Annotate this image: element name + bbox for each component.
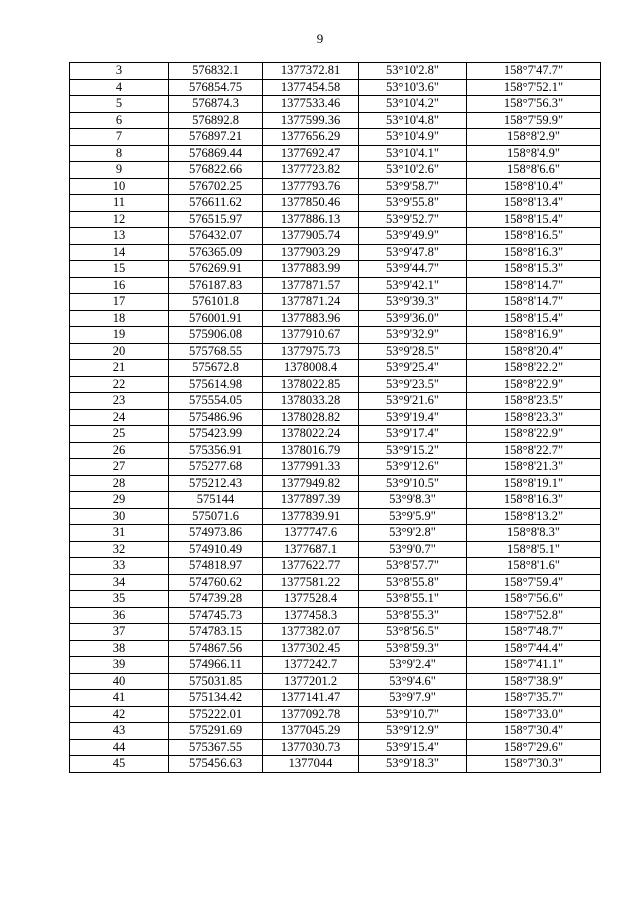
longitude-cell: 158°8'20.4"	[467, 343, 601, 360]
point-number-cell: 33	[70, 558, 169, 575]
x-coordinate-cell: 575277.68	[169, 459, 263, 476]
latitude-cell: 53°10'2.6"	[359, 162, 467, 179]
longitude-cell: 158°8'21.3"	[467, 459, 601, 476]
point-number-cell: 28	[70, 475, 169, 492]
table-row	[70, 277, 601, 294]
longitude-cell: 158°7'59.4"	[467, 574, 601, 591]
y-coordinate-cell: 1377903.29	[263, 244, 359, 261]
point-number-cell: 18	[70, 310, 169, 327]
x-coordinate-cell: 576101.8	[169, 294, 263, 311]
x-coordinate-cell: 576365.09	[169, 244, 263, 261]
y-coordinate-cell: 1377458.3	[263, 607, 359, 624]
table-row	[70, 211, 601, 228]
longitude-cell: 158°8'16.9"	[467, 327, 601, 344]
point-number-cell: 44	[70, 739, 169, 756]
x-coordinate-cell: 575071.6	[169, 508, 263, 525]
x-coordinate-cell: 575906.08	[169, 327, 263, 344]
table-row	[70, 756, 601, 773]
latitude-cell: 53°9'5.9"	[359, 508, 467, 525]
y-coordinate-cell: 1377949.82	[263, 475, 359, 492]
longitude-cell: 158°7'59.9"	[467, 112, 601, 129]
table-row	[70, 228, 601, 245]
table-row	[70, 426, 601, 443]
table-row	[70, 640, 601, 657]
point-number-cell: 7	[70, 129, 169, 146]
longitude-cell: 158°8'15.4"	[467, 310, 601, 327]
table-row	[70, 459, 601, 476]
y-coordinate-cell: 1377656.29	[263, 129, 359, 146]
longitude-cell: 158°8'15.4"	[467, 211, 601, 228]
y-coordinate-cell: 1377723.82	[263, 162, 359, 179]
latitude-cell: 53°9'10.7"	[359, 706, 467, 723]
x-coordinate-cell: 574745.73	[169, 607, 263, 624]
table-row	[70, 706, 601, 723]
latitude-cell: 53°9'12.9"	[359, 723, 467, 740]
point-number-cell: 34	[70, 574, 169, 591]
longitude-cell: 158°7'30.3"	[467, 756, 601, 773]
table-row	[70, 739, 601, 756]
longitude-cell: 158°8'19.1"	[467, 475, 601, 492]
longitude-cell: 158°8'4.9"	[467, 145, 601, 162]
x-coordinate-cell: 575554.05	[169, 393, 263, 410]
x-coordinate-cell: 576702.25	[169, 178, 263, 195]
longitude-cell: 158°8'16.3"	[467, 492, 601, 509]
latitude-cell: 53°10'2.8"	[359, 63, 467, 80]
table-row	[70, 112, 601, 129]
table-row	[70, 624, 601, 641]
latitude-cell: 53°9'32.9"	[359, 327, 467, 344]
latitude-cell: 53°10'4.8"	[359, 112, 467, 129]
x-coordinate-cell: 574867.56	[169, 640, 263, 657]
x-coordinate-cell: 574818.97	[169, 558, 263, 575]
point-number-cell: 21	[70, 360, 169, 377]
latitude-cell: 53°9'52.7"	[359, 211, 467, 228]
y-coordinate-cell: 1378008.4	[263, 360, 359, 377]
y-coordinate-cell: 1378016.79	[263, 442, 359, 459]
y-coordinate-cell: 1377871.57	[263, 277, 359, 294]
longitude-cell: 158°7'38.9"	[467, 673, 601, 690]
point-number-cell: 29	[70, 492, 169, 509]
table-row	[70, 723, 601, 740]
x-coordinate-cell: 574966.11	[169, 657, 263, 674]
table-row	[70, 79, 601, 96]
latitude-cell: 53°8'55.8"	[359, 574, 467, 591]
longitude-cell: 158°8'15.3"	[467, 261, 601, 278]
latitude-cell: 53°10'4.2"	[359, 96, 467, 113]
longitude-cell: 158°7'52.8"	[467, 607, 601, 624]
latitude-cell: 53°9'28.5"	[359, 343, 467, 360]
x-coordinate-cell: 574973.86	[169, 525, 263, 542]
page-number: 9	[316, 31, 324, 46]
y-coordinate-cell: 1377793.76	[263, 178, 359, 195]
longitude-cell: 158°8'13.2"	[467, 508, 601, 525]
point-number-cell: 16	[70, 277, 169, 294]
table-row	[70, 327, 601, 344]
longitude-cell: 158°7'35.7"	[467, 690, 601, 707]
y-coordinate-cell: 1377905.74	[263, 228, 359, 245]
longitude-cell: 158°7'56.3"	[467, 96, 601, 113]
latitude-cell: 53°9'21.6"	[359, 393, 467, 410]
x-coordinate-cell: 575456.63	[169, 756, 263, 773]
table-row	[70, 492, 601, 509]
point-number-cell: 32	[70, 541, 169, 558]
latitude-cell: 53°9'44.7"	[359, 261, 467, 278]
latitude-cell: 53°9'17.4"	[359, 426, 467, 443]
y-coordinate-cell: 1377871.24	[263, 294, 359, 311]
latitude-cell: 53°9'7.9"	[359, 690, 467, 707]
latitude-cell: 53°9'36.0"	[359, 310, 467, 327]
longitude-cell: 158°8'14.7"	[467, 294, 601, 311]
longitude-cell: 158°7'52.1"	[467, 79, 601, 96]
x-coordinate-cell: 574910.49	[169, 541, 263, 558]
y-coordinate-cell: 1378022.24	[263, 426, 359, 443]
x-coordinate-cell: 575212.43	[169, 475, 263, 492]
table-row	[70, 343, 601, 360]
point-number-cell: 17	[70, 294, 169, 311]
longitude-cell: 158°8'22.9"	[467, 426, 601, 443]
point-number-cell: 27	[70, 459, 169, 476]
x-coordinate-cell: 576822.66	[169, 162, 263, 179]
table-row	[70, 607, 601, 624]
table-row	[70, 574, 601, 591]
point-number-cell: 19	[70, 327, 169, 344]
x-coordinate-cell: 576611.62	[169, 195, 263, 212]
table-row	[70, 195, 601, 212]
x-coordinate-cell: 576432.07	[169, 228, 263, 245]
longitude-cell: 158°7'29.6"	[467, 739, 601, 756]
table-row	[70, 376, 601, 393]
point-number-cell: 40	[70, 673, 169, 690]
latitude-cell: 53°9'42.1"	[359, 277, 467, 294]
longitude-cell: 158°7'33.0"	[467, 706, 601, 723]
table-row	[70, 96, 601, 113]
latitude-cell: 53°8'57.7"	[359, 558, 467, 575]
y-coordinate-cell: 1377886.13	[263, 211, 359, 228]
x-coordinate-cell: 576001.91	[169, 310, 263, 327]
x-coordinate-cell: 576897.21	[169, 129, 263, 146]
point-number-cell: 41	[70, 690, 169, 707]
y-coordinate-cell: 1377382.07	[263, 624, 359, 641]
point-number-cell: 11	[70, 195, 169, 212]
latitude-cell: 53°9'39.3"	[359, 294, 467, 311]
point-number-cell: 22	[70, 376, 169, 393]
point-number-cell: 15	[70, 261, 169, 278]
table-row	[70, 294, 601, 311]
y-coordinate-cell: 1377883.96	[263, 310, 359, 327]
latitude-cell: 53°8'59.3"	[359, 640, 467, 657]
latitude-cell: 53°9'49.9"	[359, 228, 467, 245]
latitude-cell: 53°9'15.2"	[359, 442, 467, 459]
point-number-cell: 30	[70, 508, 169, 525]
y-coordinate-cell: 1377692.47	[263, 145, 359, 162]
y-coordinate-cell: 1377533.46	[263, 96, 359, 113]
point-number-cell: 3	[70, 63, 169, 80]
x-coordinate-cell: 575367.55	[169, 739, 263, 756]
longitude-cell: 158°8'10.4"	[467, 178, 601, 195]
x-coordinate-cell: 576515.97	[169, 211, 263, 228]
table-row	[70, 310, 601, 327]
table-row	[70, 525, 601, 542]
point-number-cell: 24	[70, 409, 169, 426]
latitude-cell: 53°9'4.6"	[359, 673, 467, 690]
latitude-cell: 53°9'25.4"	[359, 360, 467, 377]
point-number-cell: 31	[70, 525, 169, 542]
x-coordinate-cell: 575031.85	[169, 673, 263, 690]
latitude-cell: 53°8'56.5"	[359, 624, 467, 641]
y-coordinate-cell: 1378022.85	[263, 376, 359, 393]
longitude-cell: 158°7'56.6"	[467, 591, 601, 608]
x-coordinate-cell: 575486.96	[169, 409, 263, 426]
longitude-cell: 158°8'16.3"	[467, 244, 601, 261]
latitude-cell: 53°9'55.8"	[359, 195, 467, 212]
longitude-cell: 158°8'23.3"	[467, 409, 601, 426]
y-coordinate-cell: 1377975.73	[263, 343, 359, 360]
y-coordinate-cell: 1377030.73	[263, 739, 359, 756]
point-number-cell: 12	[70, 211, 169, 228]
point-number-cell: 26	[70, 442, 169, 459]
y-coordinate-cell: 1377910.67	[263, 327, 359, 344]
longitude-cell: 158°8'13.4"	[467, 195, 601, 212]
x-coordinate-cell: 575356.91	[169, 442, 263, 459]
x-coordinate-cell: 574760.62	[169, 574, 263, 591]
point-number-cell: 43	[70, 723, 169, 740]
latitude-cell: 53°9'15.4"	[359, 739, 467, 756]
table-row	[70, 673, 601, 690]
latitude-cell: 53°8'55.3"	[359, 607, 467, 624]
x-coordinate-cell: 575768.55	[169, 343, 263, 360]
longitude-cell: 158°7'48.7"	[467, 624, 601, 641]
y-coordinate-cell: 1377372.81	[263, 63, 359, 80]
table-row	[70, 178, 601, 195]
longitude-cell: 158°8'2.9"	[467, 129, 601, 146]
table-row	[70, 261, 601, 278]
x-coordinate-cell: 575423.99	[169, 426, 263, 443]
x-coordinate-cell: 576869.44	[169, 145, 263, 162]
y-coordinate-cell: 1378028.82	[263, 409, 359, 426]
latitude-cell: 53°10'3.6"	[359, 79, 467, 96]
point-number-cell: 8	[70, 145, 169, 162]
latitude-cell: 53°9'23.5"	[359, 376, 467, 393]
point-number-cell: 10	[70, 178, 169, 195]
latitude-cell: 53°9'0.7"	[359, 541, 467, 558]
point-number-cell: 6	[70, 112, 169, 129]
point-number-cell: 36	[70, 607, 169, 624]
latitude-cell: 53°10'4.1"	[359, 145, 467, 162]
longitude-cell: 158°8'22.9"	[467, 376, 601, 393]
longitude-cell: 158°8'14.7"	[467, 277, 601, 294]
point-number-cell: 14	[70, 244, 169, 261]
x-coordinate-cell: 575672.8	[169, 360, 263, 377]
x-coordinate-cell: 575291.69	[169, 723, 263, 740]
point-number-cell: 23	[70, 393, 169, 410]
table-row	[70, 360, 601, 377]
table-row	[70, 63, 601, 80]
x-coordinate-cell: 574783.15	[169, 624, 263, 641]
point-number-cell: 4	[70, 79, 169, 96]
point-number-cell: 39	[70, 657, 169, 674]
latitude-cell: 53°10'4.9"	[359, 129, 467, 146]
point-number-cell: 13	[70, 228, 169, 245]
y-coordinate-cell: 1377687.1	[263, 541, 359, 558]
x-coordinate-cell: 576187.83	[169, 277, 263, 294]
y-coordinate-cell: 1377302.45	[263, 640, 359, 657]
point-number-cell: 25	[70, 426, 169, 443]
latitude-cell: 53°9'47.8"	[359, 244, 467, 261]
latitude-cell: 53°9'58.7"	[359, 178, 467, 195]
longitude-cell: 158°8'8.3"	[467, 525, 601, 542]
point-number-cell: 37	[70, 624, 169, 641]
y-coordinate-cell: 1377201.2	[263, 673, 359, 690]
latitude-cell: 53°9'8.3"	[359, 492, 467, 509]
table-row	[70, 541, 601, 558]
table-row	[70, 591, 601, 608]
table-row	[70, 145, 601, 162]
latitude-cell: 53°9'2.8"	[359, 525, 467, 542]
latitude-cell: 53°9'12.6"	[359, 459, 467, 476]
table-row	[70, 475, 601, 492]
y-coordinate-cell: 1377991.33	[263, 459, 359, 476]
y-coordinate-cell: 1377897.39	[263, 492, 359, 509]
table-row	[70, 162, 601, 179]
y-coordinate-cell: 1377044	[263, 756, 359, 773]
table-row	[70, 442, 601, 459]
x-coordinate-cell: 575222.01	[169, 706, 263, 723]
longitude-cell: 158°8'6.6"	[467, 162, 601, 179]
y-coordinate-cell: 1377141.47	[263, 690, 359, 707]
y-coordinate-cell: 1377599.36	[263, 112, 359, 129]
y-coordinate-cell: 1377622.77	[263, 558, 359, 575]
y-coordinate-cell: 1377850.46	[263, 195, 359, 212]
table-row	[70, 129, 601, 146]
longitude-cell: 158°8'5.1"	[467, 541, 601, 558]
y-coordinate-cell: 1378033.28	[263, 393, 359, 410]
y-coordinate-cell: 1377242.7	[263, 657, 359, 674]
longitude-cell: 158°7'30.4"	[467, 723, 601, 740]
x-coordinate-cell: 575144	[169, 492, 263, 509]
y-coordinate-cell: 1377528.4	[263, 591, 359, 608]
longitude-cell: 158°7'41.1"	[467, 657, 601, 674]
table-row	[70, 558, 601, 575]
coordinates-table	[69, 62, 601, 773]
point-number-cell: 20	[70, 343, 169, 360]
table-row	[70, 393, 601, 410]
x-coordinate-cell: 576832.1	[169, 63, 263, 80]
longitude-cell: 158°7'47.7"	[467, 63, 601, 80]
longitude-cell: 158°8'23.5"	[467, 393, 601, 410]
x-coordinate-cell: 575614.98	[169, 376, 263, 393]
x-coordinate-cell: 576892.8	[169, 112, 263, 129]
latitude-cell: 53°9'10.5"	[359, 475, 467, 492]
longitude-cell: 158°8'22.7"	[467, 442, 601, 459]
x-coordinate-cell: 575134.42	[169, 690, 263, 707]
point-number-cell: 5	[70, 96, 169, 113]
x-coordinate-cell: 576854.75	[169, 79, 263, 96]
table-row	[70, 244, 601, 261]
longitude-cell: 158°8'1.6"	[467, 558, 601, 575]
point-number-cell: 38	[70, 640, 169, 657]
table-row	[70, 657, 601, 674]
point-number-cell: 42	[70, 706, 169, 723]
y-coordinate-cell: 1377839.91	[263, 508, 359, 525]
table-row	[70, 409, 601, 426]
table-row	[70, 690, 601, 707]
y-coordinate-cell: 1377092.78	[263, 706, 359, 723]
point-number-cell: 9	[70, 162, 169, 179]
y-coordinate-cell: 1377747.6	[263, 525, 359, 542]
y-coordinate-cell: 1377883.99	[263, 261, 359, 278]
table-row	[70, 508, 601, 525]
x-coordinate-cell: 576269.91	[169, 261, 263, 278]
y-coordinate-cell: 1377454.58	[263, 79, 359, 96]
latitude-cell: 53°9'19.4"	[359, 409, 467, 426]
y-coordinate-cell: 1377045.29	[263, 723, 359, 740]
longitude-cell: 158°8'16.5"	[467, 228, 601, 245]
longitude-cell: 158°8'22.2"	[467, 360, 601, 377]
latitude-cell: 53°8'55.1"	[359, 591, 467, 608]
x-coordinate-cell: 576874.3	[169, 96, 263, 113]
x-coordinate-cell: 574739.28	[169, 591, 263, 608]
point-number-cell: 45	[70, 756, 169, 773]
y-coordinate-cell: 1377581.22	[263, 574, 359, 591]
latitude-cell: 53°9'18.3"	[359, 756, 467, 773]
latitude-cell: 53°9'2.4"	[359, 657, 467, 674]
point-number-cell: 35	[70, 591, 169, 608]
longitude-cell: 158°7'44.4"	[467, 640, 601, 657]
